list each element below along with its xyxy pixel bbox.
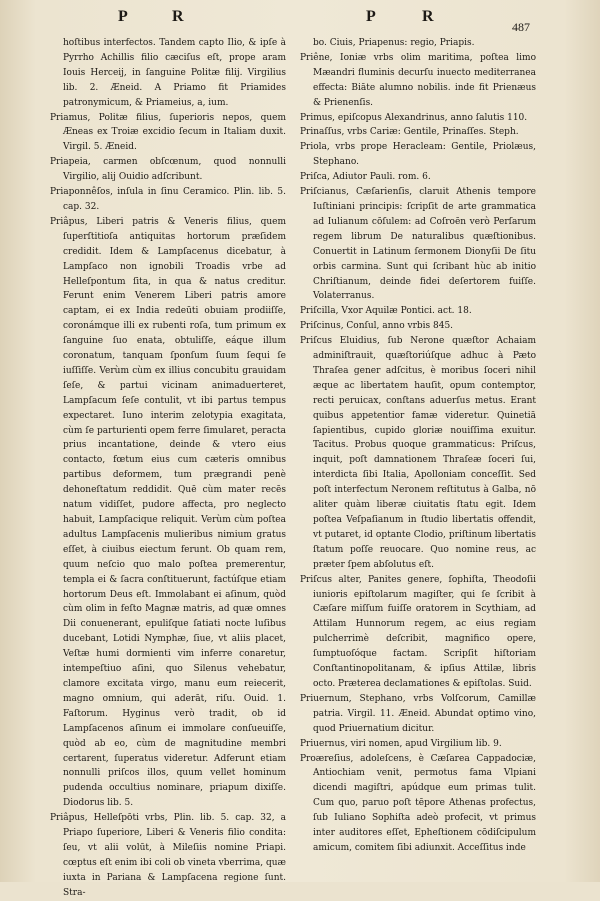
dictionary-entry: Priſcianus, Cæſarienſis, claruit Athenis tempore Iuſtiniani principis: ſcripſit de arte grammatica ad Iulianum cōſulem: ad Coſroēn verò Perſarum regem librum De naturalibus quæſtionibus. Conuertit in Latinum ſermonem Dionyſii De ſitu orbis carmina. Sunt qui ſcribant hùc ab initio Chriſtianum, deinde fidei deſertorem fuiſſe. Volaterranus. [300, 187, 536, 302]
running-header [0, 8, 600, 34]
header-letter: P [366, 8, 377, 25]
dictionary-entry: Priâpus, Liberi patris & Veneris filius, quem ſuperſtitioſa antiquitas hortorum præſidem credidit. Idem & Lampſacenus dicebatur, à Lampſaco non ignobili Troadis vrbe ad Helleſpontum ſita, in qua & natus creditur. Ferunt enim Venerem Liberi patris amore captam, ei ex India redeūti obuiam prodiiſſe, coronámque illi ex rubenti roſa, tum primum ex ſanguine ſuo enata, obtuliſſe, eáque illum coronatum, tanquam ſponſum ſuum ſequi ſe iuſſiſſe. Verùm cùm ex illius concubitu grauidam ſeſe, & partui vicinam animaduerteret, Lampſacum ſeſe contulit, vt ibi partus tempus expectaret. Iuno interim zelotypia exagitata, cùm ſe parturienti opem ferre ſimularet, peracta prius incantatione, deinde & vtero eius contacto, fœtum eius cum cæteris omnibus partibus deformem, tum prægrandi penè dehoneſtatum reddidit. Quē cùm mater recēs natum vidiſſet, pudore affecta, pro neglecto habuit, Lampſacique reliquit. Verùm cùm poſtea adultus Lampſacenis mulieribus nimium gratus eſſet, à ciuibus eiectum ferunt. Ob quam rem, quum neſcio quo malo poſtea premerentur, templa ei & ſacra conſtituerunt, factúſque etiam hortorum Deus eſt. Immolabant ei aſinum, quòd cùm olim in feſto Magnæ matris, ad quæ omnes Dii conuenerant, epuliſque ſatiati nocte luſibus ducebant, Lotidi Nymphæ, ſiue, vt aliis placet, Veſtæ humi dormienti vim inferre conaretur, intempeſtiuo aſini, quo Silenus vehebatur, clamore excitata virgo, manu eum reiecerit, magno omnium, qui aderāt, riſu. Ouid. 1. Faſtorum. Hyginus verò tradit, ob id Lampſacenos aſinum ei immolare conſueuiſſe, quòd ab eo, cùm de magnitudine membri certarent, ſuperatus videretur. Adferunt etiam nonnulli priſcos illos, quum vellet hominum pudenda occultius nominare, priapum dixiſſe. Diodorus lib. 5. [50, 216, 286, 809]
dictionary-entry: Priêne, Ioniæ vrbs olim maritima, poſtea limo Mæandri fluminis decurſu inuecto mediterranea effecta: Biāte alumno nobilis. inde fit Prienæus & Prienenſis. [300, 52, 536, 108]
dictionary-entry: Priâpus, Helleſpōti vrbs, Plin. lib. 5. cap. 32, a Priapo ſuperiore, Liberi & Veneris filio condita: ſeu, vt alii volūt, à Mileſiis nomine Priapi. cœptus eſt enim ibi coli ob vineta vberrima, quæ iuxta in Pariana & Lampſacena regione ſunt. Stra- [50, 813, 286, 898]
dictionary-entry: Priſcus Eluidius, ſub Nerone quæſtor Achaiam adminiſtrauit, quæſtoriúſque adhuc à Pæto Thraſea gener adſcitus, è moribus ſoceri nihil æque ac libertatem hauſit, opum contemptor, recti peruicax, conſtans aduerſus metus. Erant quibus appetentior famæ videretur. Quinetiā ſapientibus, cupido gloriæ nouiſſima exuitur. Tacitus. Probus quoque grammaticus: Priſcus, inquit, poſt damnationem Thraſeæ ſoceri ſui, interdicta ſibi Italia, Apolloniam conceſſit. Sed poſt interfectum Neronem reſtitutus à Galba, nō aliter quàm liberæ ciuitatis ſtatu egit. Idem poſtea Veſpaſianum in ſtudio libertatis offendit, vt putaret, id optante Clodio, priſtinum libertatis ſtatum poſſe reuocare. Quo nomine reus, ac præter ſpem abſolutus eſt. [300, 336, 536, 570]
dictionary-entry: bo. Ciuis, Priapenus: regio, Priapis. [313, 38, 475, 48]
dictionary-entry: Primus, epiſcopus Alexandrinus, anno ſalutis 110. [300, 112, 528, 123]
dictionary-entry: Priſcus alter, Panites genere, ſophiſta, Theodoſii iunioris epiſtolarum magiſter, qui ſe ſcribit à Cæſare miſſum fuiſſe oratorem in Scythiam, ad Attilam Hunnorum regem, ac eius regiam pulcherrimè deſcribit, magnifico opere, ſumptuoſóque factam. Scripſit hiſtoriam Conſtantinopolitanam, & ipſius Attilæ, libris octo. Præterea declamationes & epiſtolas. Suid. [300, 574, 536, 689]
dictionary-entry: Priamus, Politæ filius, ſuperioris nepos, quem Æneas ex Troiæ excidio ſecum in Italiam duxit. Virgil. 5. Æneid. [50, 112, 286, 153]
page-number: 487 [512, 20, 530, 34]
left-column [50, 36, 286, 898]
dictionary-entry: Priſcinus, Conſul, anno vrbis 845. [300, 321, 454, 332]
dictionary-entry: Priuernum, Stephano, vrbs Volſcorum, Camillæ patria. Virgil. 11. Æneid. Abundat optimo vino, quod Priuernatium dicitur. [300, 693, 536, 734]
right-column [300, 36, 536, 868]
dictionary-entry: Priſca, Adiutor Pauli. rom. 6. [300, 172, 431, 183]
header-letter: R [422, 8, 435, 25]
dictionary-entry: Priaponnêſos, inſula in ſinu Ceramico. Plin. lib. 5. cap. 32. [50, 187, 286, 212]
dictionary-entry: Priapeia, carmen obſcœnum, quod nonnulli Virgilio, alij Ouidio adſcribunt. [50, 157, 286, 183]
dictionary-entry: Priſcilla, Vxor Aquilæ Pontici. act. 18. [300, 306, 472, 317]
header-letter: R [172, 8, 185, 25]
header-letter: P [118, 8, 129, 25]
dictionary-entry: Proæreſius, adoleſcens, è Cæſarea Cappadociæ, Antiochiam venit, permotus fama Vlpiani dicendi magiſtri, apúdque eum primas tulit. Cum quo, paruo poſt tēpore Athenas profectus, ſub Iuliano Sophiſta adeò profecit, vt primus inter auditores eſſet, Epheſtionem cōdiſcipulum amicum, comitem ſibi adiunxit. Acceſſitus inde [300, 753, 536, 853]
dictionary-entry: Priola, vrbs prope Heracleam: Gentile, Priolæus, Stephano. [300, 142, 536, 168]
dictionary-entry: hoſtibus interfectos. Tandem capto Ilio, & ipſe à Pyrrho Achillis filio cæciſus eſt, prope aram Iouis Herceij, in ſanguine Politæ filij. Virgilius lib. 2. Æneid. A Priamo fit Priamides patronymicum, & Priameius, a, ium. [63, 38, 286, 108]
dictionary-entry: Priuernus, viri nomen, apud Virgilium lib. 9. [300, 738, 502, 749]
dictionary-entry: Prinaſſus, vrbs Cariæ: Gentile, Prinaſſes. Steph. [300, 127, 519, 138]
